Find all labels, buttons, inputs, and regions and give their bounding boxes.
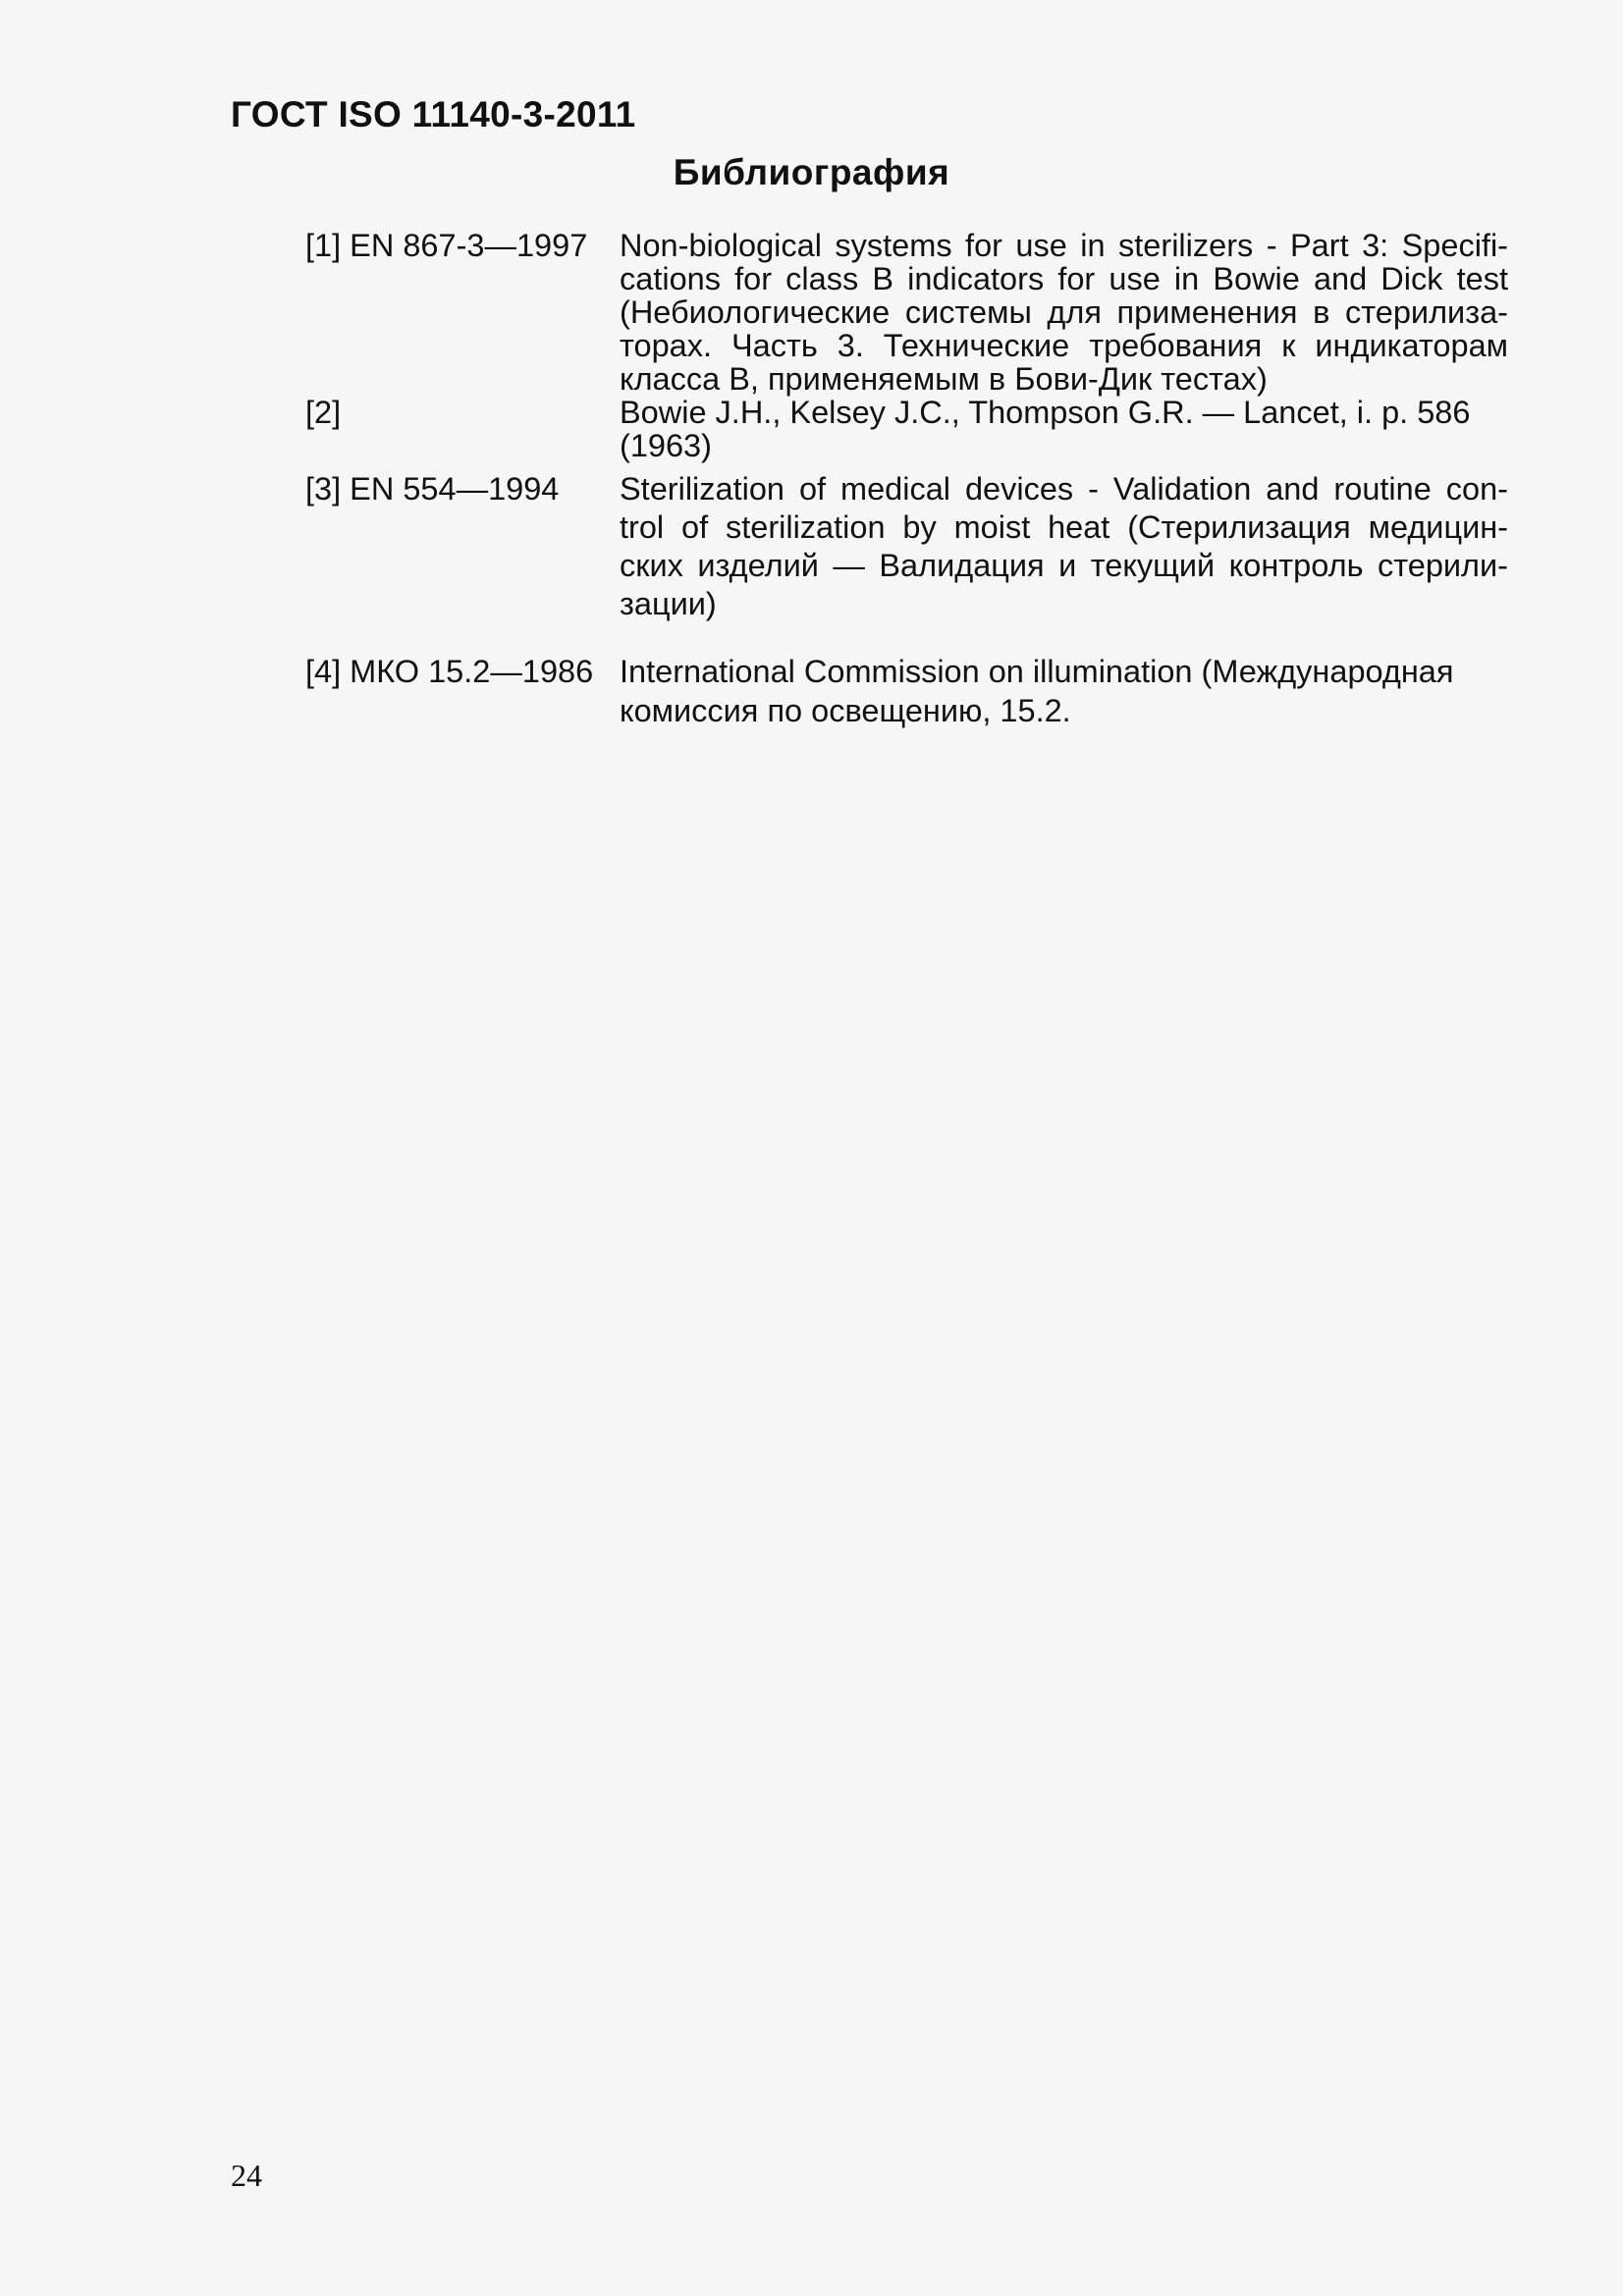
text-line: торах. Часть 3. Технические требования к индикаторам	[620, 328, 1508, 363]
bibliography-title: Библиография	[673, 152, 950, 192]
text-line: Non-biological systems for use in sterilizers - Part 3: Specifi-	[620, 228, 1508, 263]
text-line: International Commission on illumination (Международная	[620, 654, 1454, 689]
text-line: trol of sterilization by moist heat (Стерилизация медицин-	[620, 509, 1508, 545]
text-line: ских изделий — Валидация и текущий контроль стерили-	[620, 548, 1508, 583]
text-line: комиссия по освещению, 15.2.	[620, 693, 1071, 728]
bibliography-ref: [1] EN 867-3—1997	[305, 228, 588, 263]
bibliography-ref: [2]	[305, 395, 342, 430]
bibliography-ref: [4] МКО 15.2—1986	[305, 654, 594, 689]
bibliography-entry	[305, 470, 1508, 623]
bibliography-entry	[305, 396, 1508, 462]
bibliography-text	[620, 652, 1508, 730]
page-number: 24	[231, 2158, 262, 2193]
bibliography-ref: [3] EN 554—1994	[305, 471, 560, 507]
bibliography-entry	[305, 229, 1508, 396]
bibliography-text	[620, 229, 1508, 396]
document-code: ГОСТ ISO 11140-3-2011	[231, 94, 636, 134]
text-line: Bowie J.H., Kelsey J.C., Thompson G.R. — Lancet, i. p. 586	[620, 395, 1471, 430]
text-line: зации)	[620, 586, 717, 621]
text-line: Sterilization of medical devices - Validation and routine con-	[620, 471, 1508, 507]
bibliography-text	[620, 470, 1508, 623]
bibliography-entry	[305, 652, 1508, 730]
text-line: (1963)	[620, 428, 712, 463]
bibliography-text	[620, 396, 1508, 462]
text-line: cations for class B indicators for use in Bowie and Dick test	[620, 261, 1508, 296]
text-line: класса B, применяемым в Бови-Дик тестах)	[620, 361, 1268, 397]
text-line: (Небиологические системы для применения в стерилиза-	[620, 294, 1508, 330]
bibliography-list	[305, 229, 1508, 730]
